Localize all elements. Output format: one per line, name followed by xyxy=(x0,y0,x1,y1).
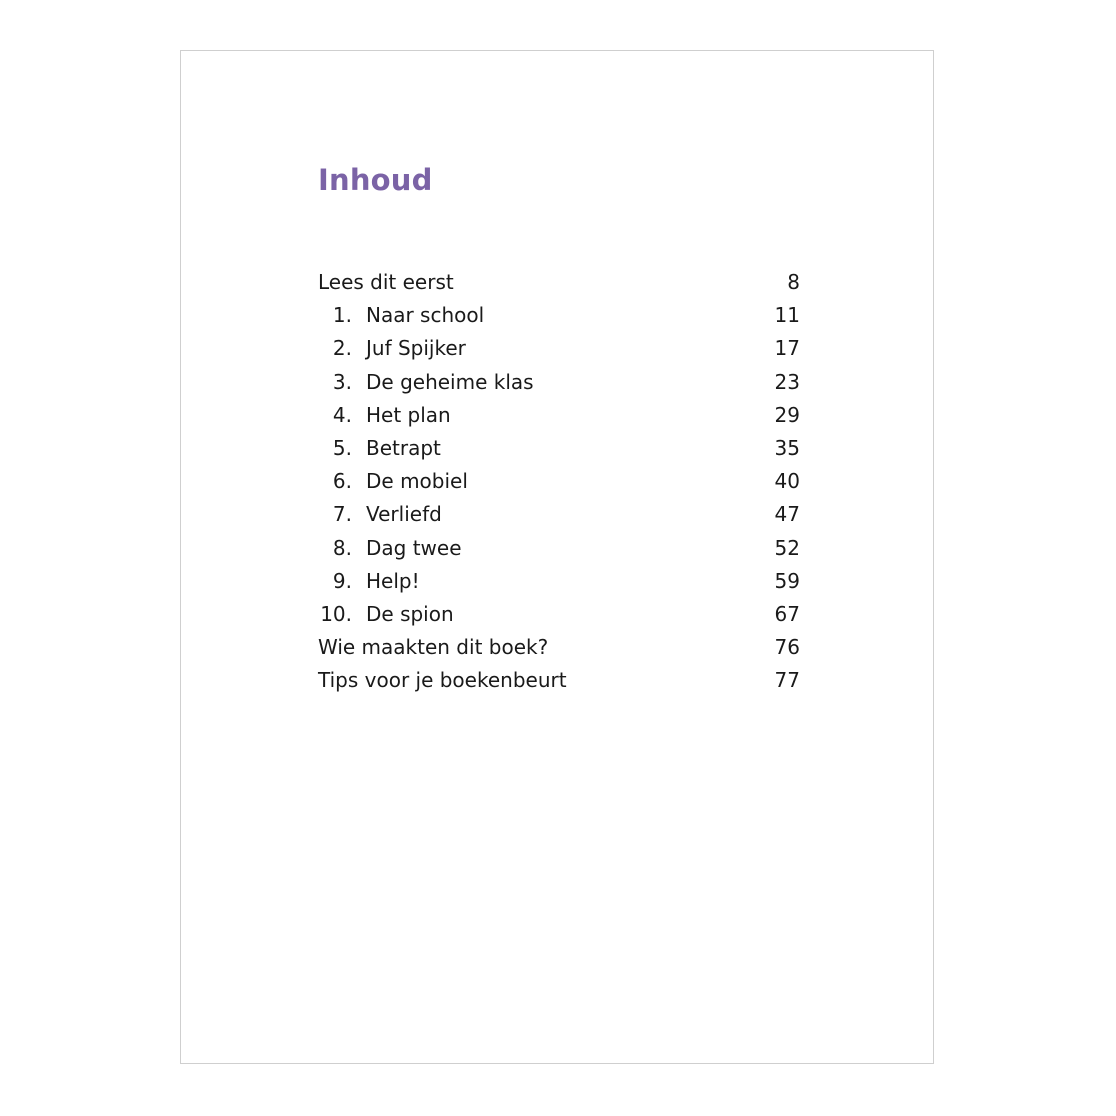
toc-page-number: 29 xyxy=(774,402,800,427)
toc-number: 5. xyxy=(332,435,352,460)
toc-entry xyxy=(318,565,800,598)
toc-label: De mobiel xyxy=(366,469,468,494)
toc-entry xyxy=(318,498,800,531)
toc-label: Help! xyxy=(366,568,420,593)
toc-entry xyxy=(318,332,800,365)
toc-page-number: 11 xyxy=(774,303,800,328)
toc-page-number: 40 xyxy=(774,469,800,494)
toc-entry xyxy=(318,399,800,432)
toc-number: 6. xyxy=(332,469,352,494)
toc-page-number: 67 xyxy=(774,601,800,626)
toc-entry xyxy=(318,465,800,498)
toc-page-number: 52 xyxy=(774,535,800,560)
toc-entry xyxy=(318,532,800,565)
toc-number: 9. xyxy=(332,568,352,593)
toc-number: 10. xyxy=(320,601,352,626)
toc-page-number: 77 xyxy=(774,668,800,693)
toc-number: 3. xyxy=(332,369,352,394)
toc-label: Het plan xyxy=(366,402,451,427)
toc-label: De geheime klas xyxy=(366,369,534,394)
toc-label: Verliefd xyxy=(366,502,442,527)
toc-entry xyxy=(318,598,800,631)
toc-number: 1. xyxy=(332,303,352,328)
table-of-contents xyxy=(318,266,800,697)
toc-page-number: 76 xyxy=(774,635,800,660)
toc-label: Betrapt xyxy=(366,435,441,460)
toc-label: Dag twee xyxy=(366,535,462,560)
toc-entry xyxy=(318,266,800,299)
toc-number: 4. xyxy=(332,402,352,427)
toc-entry xyxy=(318,631,800,664)
toc-label: De spion xyxy=(366,601,454,626)
toc-label: Naar school xyxy=(366,303,485,328)
toc-entry xyxy=(318,366,800,399)
toc-number: 7. xyxy=(332,502,352,527)
toc-label: Lees dit eerst xyxy=(318,270,454,294)
toc-page-number: 23 xyxy=(774,369,800,394)
toc-label: Wie maakten dit boek? xyxy=(318,635,549,660)
toc-label: Juf Spijker xyxy=(366,336,466,361)
toc-page-number: 35 xyxy=(774,435,800,460)
toc-number: 8. xyxy=(332,535,352,560)
toc-page-number: 8 xyxy=(787,270,800,294)
toc-number: 2. xyxy=(332,336,352,361)
toc-page-number: 17 xyxy=(774,336,800,361)
toc-label: Tips voor je boekenbeurt xyxy=(318,668,567,693)
toc-entry xyxy=(318,664,800,697)
toc-entry xyxy=(318,299,800,332)
page-title: Inhoud xyxy=(318,163,433,197)
toc-entry xyxy=(318,432,800,465)
toc-page-number: 47 xyxy=(774,502,800,527)
toc-page-number: 59 xyxy=(774,568,800,593)
